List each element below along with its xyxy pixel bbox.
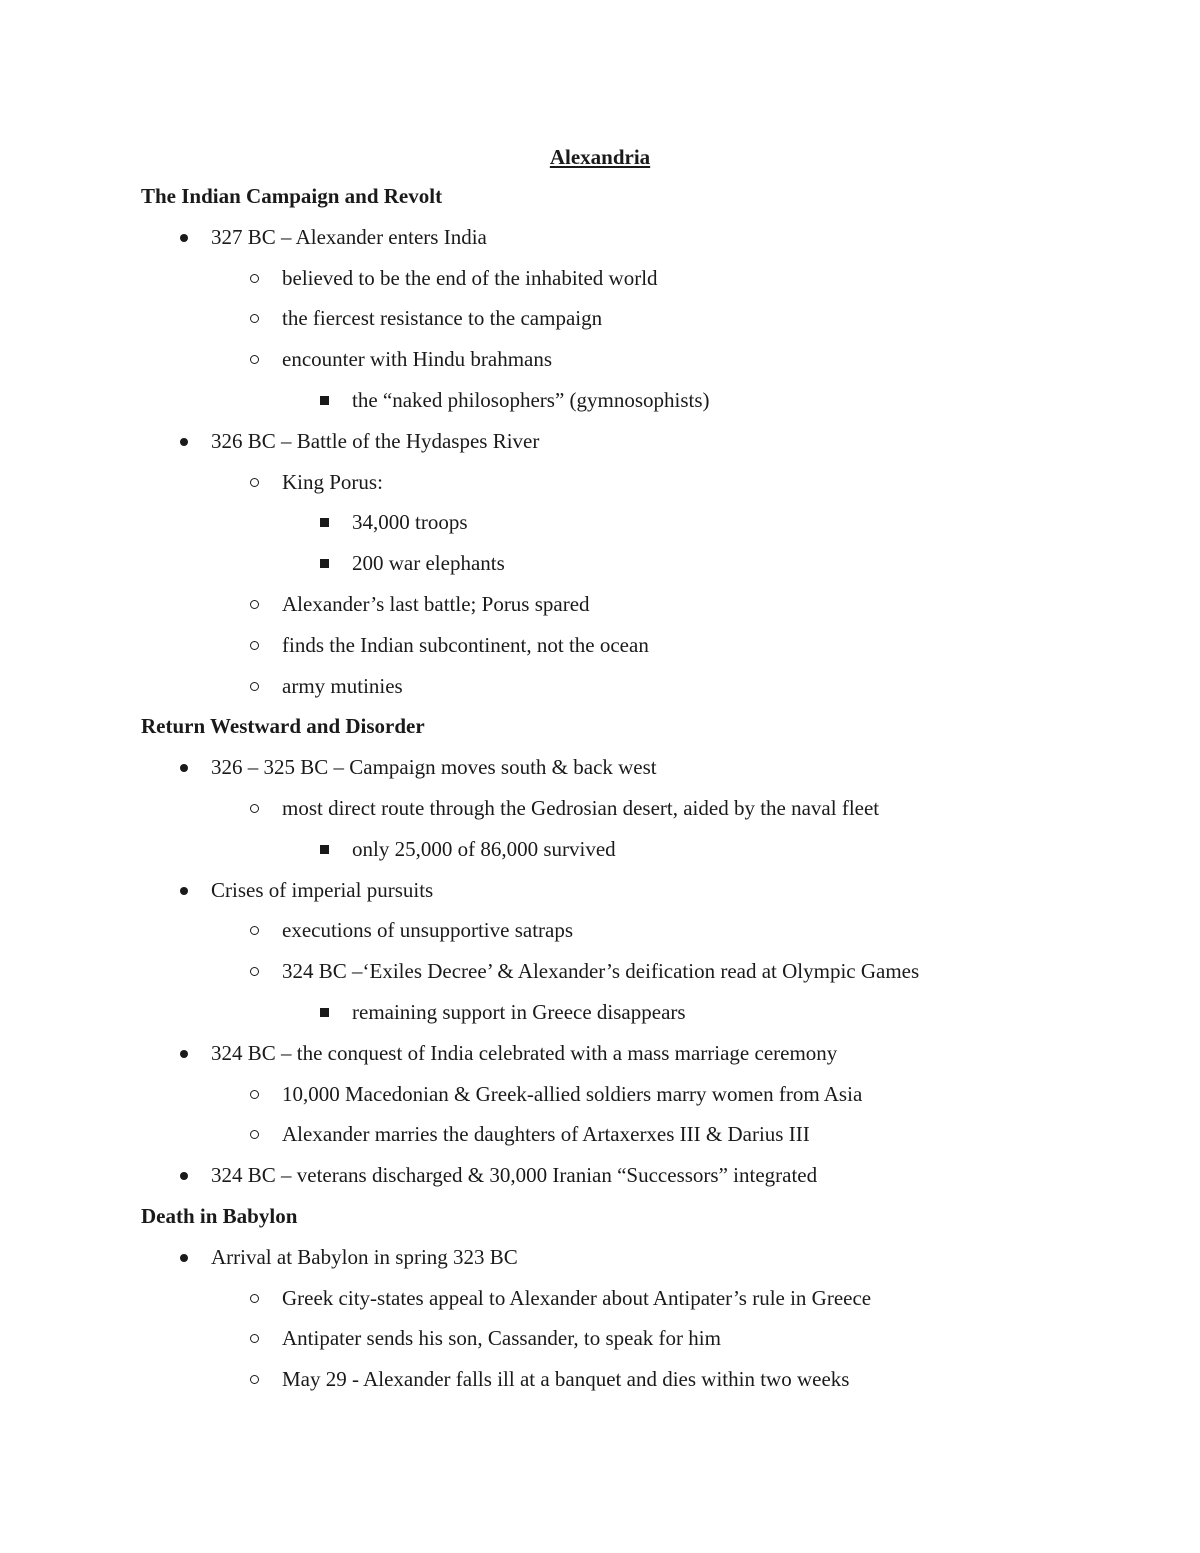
list-item-text: remaining support in Greece disappears — [352, 1000, 686, 1024]
list-item-text: Antipater sends his son, Cassander, to speak for him — [282, 1326, 721, 1351]
list-item-text: Alexander’s last battle; Porus spared — [282, 592, 590, 616]
bullet-icon — [180, 1038, 200, 1068]
list-item-level-2 — [0, 671, 1200, 701]
hollow-bullet-icon — [250, 263, 270, 293]
document-title: Alexandria — [549, 145, 651, 169]
hollow-bullet-icon — [250, 1283, 270, 1313]
list-item-text: the “naked philosophers” (gymnosophists) — [352, 388, 710, 412]
list-item-level-3 — [0, 385, 1200, 415]
list-item-level-1 — [0, 1038, 1200, 1068]
list-item-level-1 — [0, 1242, 1200, 1272]
list-item-level-2 — [0, 303, 1200, 333]
list-item-text: army mutinies — [282, 673, 403, 698]
list-item-level-3 — [0, 997, 1200, 1027]
section-heading: The Indian Campaign and Revolt — [141, 184, 443, 208]
hollow-bullet-icon — [250, 1323, 270, 1353]
list-item-level-1 — [0, 875, 1200, 905]
bullet-icon — [180, 752, 200, 782]
list-item-level-1 — [0, 1160, 1200, 1190]
list-item-text: Alexander marries the daughters of Artaxerxes III & Darius III — [282, 1122, 810, 1147]
list-item-level-2 — [0, 589, 1200, 619]
hollow-bullet-icon — [250, 1364, 270, 1394]
list-item-text: Arrival at Babylon in spring 323 BC — [211, 1244, 518, 1269]
list-item-text: 10,000 Macedonian & Greek-allied soldiers marry women from Asia — [282, 1081, 863, 1106]
list-item-text: 326 – 325 BC – Campaign moves south & back west — [211, 755, 657, 780]
hollow-bullet-icon — [250, 1119, 270, 1149]
list-item-level-2 — [0, 630, 1200, 660]
hollow-bullet-icon — [250, 344, 270, 374]
list-item-text: Greek city-states appeal to Alexander about Antipater’s rule in Greece — [282, 1285, 872, 1310]
list-item-text: 327 BC – Alexander enters India — [211, 224, 487, 249]
section-heading: Death in Babylon — [141, 1204, 298, 1228]
square-bullet-icon — [320, 385, 340, 415]
list-item-text: 324 BC – the conquest of India celebrated with a mass marriage ceremony — [211, 1040, 838, 1065]
hollow-bullet-icon — [250, 1079, 270, 1109]
square-bullet-icon — [320, 548, 340, 578]
list-item-level-2 — [0, 344, 1200, 374]
list-item-text: King Porus: — [282, 469, 383, 494]
list-item-text: believed to be the end of the inhabited world — [282, 265, 658, 290]
list-item-text: 34,000 troops — [352, 510, 468, 535]
list-item-text: 324 BC –‘Exiles Decree’ & Alexander’s deification read at Olympic Games — [282, 959, 920, 984]
list-item-level-3 — [0, 548, 1200, 578]
square-bullet-icon — [320, 507, 340, 537]
list-item-text: Crises of imperial pursuits — [211, 877, 434, 902]
list-item-level-2 — [0, 793, 1200, 823]
list-item-text: 326 BC – Battle of the Hydaspes River — [211, 428, 540, 453]
square-bullet-icon — [320, 834, 340, 864]
list-item-level-2 — [0, 263, 1200, 293]
bullet-icon — [180, 426, 200, 456]
section-heading: Return Westward and Disorder — [141, 714, 425, 739]
list-item-level-1 — [0, 222, 1200, 252]
list-item-text: 200 war elephants — [352, 551, 505, 576]
square-bullet-icon — [320, 997, 340, 1027]
list-item-level-1 — [0, 752, 1200, 782]
bullet-icon — [180, 1242, 200, 1272]
list-item-text: encounter with Hindu brahmans — [282, 347, 553, 372]
hollow-bullet-icon — [250, 793, 270, 823]
hollow-bullet-icon — [250, 303, 270, 333]
hollow-bullet-icon — [250, 630, 270, 660]
list-item-text: 324 BC – veterans discharged & 30,000 Iranian “Successors” integrated — [211, 1163, 818, 1188]
list-item-level-3 — [0, 834, 1200, 864]
list-item-text: most direct route through the Gedrosian desert, aided by the naval fleet — [282, 796, 880, 820]
hollow-bullet-icon — [250, 956, 270, 986]
bullet-icon — [180, 222, 200, 252]
list-item-level-2 — [0, 467, 1200, 497]
bullet-icon — [180, 875, 200, 905]
list-item-level-2 — [0, 1079, 1200, 1109]
list-item-level-1 — [0, 426, 1200, 456]
list-item-level-2 — [0, 956, 1200, 986]
list-item-level-2 — [0, 915, 1200, 945]
list-item-level-2 — [0, 1283, 1200, 1313]
list-item-text: finds the Indian subcontinent, not the ocean — [282, 632, 649, 657]
list-item-text: only 25,000 of 86,000 survived — [352, 836, 616, 861]
list-item-level-2 — [0, 1323, 1200, 1353]
list-item-text: May 29 - Alexander falls ill at a banquet and dies within two weeks — [282, 1367, 850, 1392]
bullet-icon — [180, 1160, 200, 1190]
list-item-text: executions of unsupportive satraps — [282, 918, 574, 943]
list-item-level-2 — [0, 1119, 1200, 1149]
list-item-level-3 — [0, 507, 1200, 537]
hollow-bullet-icon — [250, 589, 270, 619]
hollow-bullet-icon — [250, 467, 270, 497]
list-item-level-2 — [0, 1364, 1200, 1394]
list-item-text: the fiercest resistance to the campaign — [282, 306, 603, 331]
hollow-bullet-icon — [250, 915, 270, 945]
hollow-bullet-icon — [250, 671, 270, 701]
